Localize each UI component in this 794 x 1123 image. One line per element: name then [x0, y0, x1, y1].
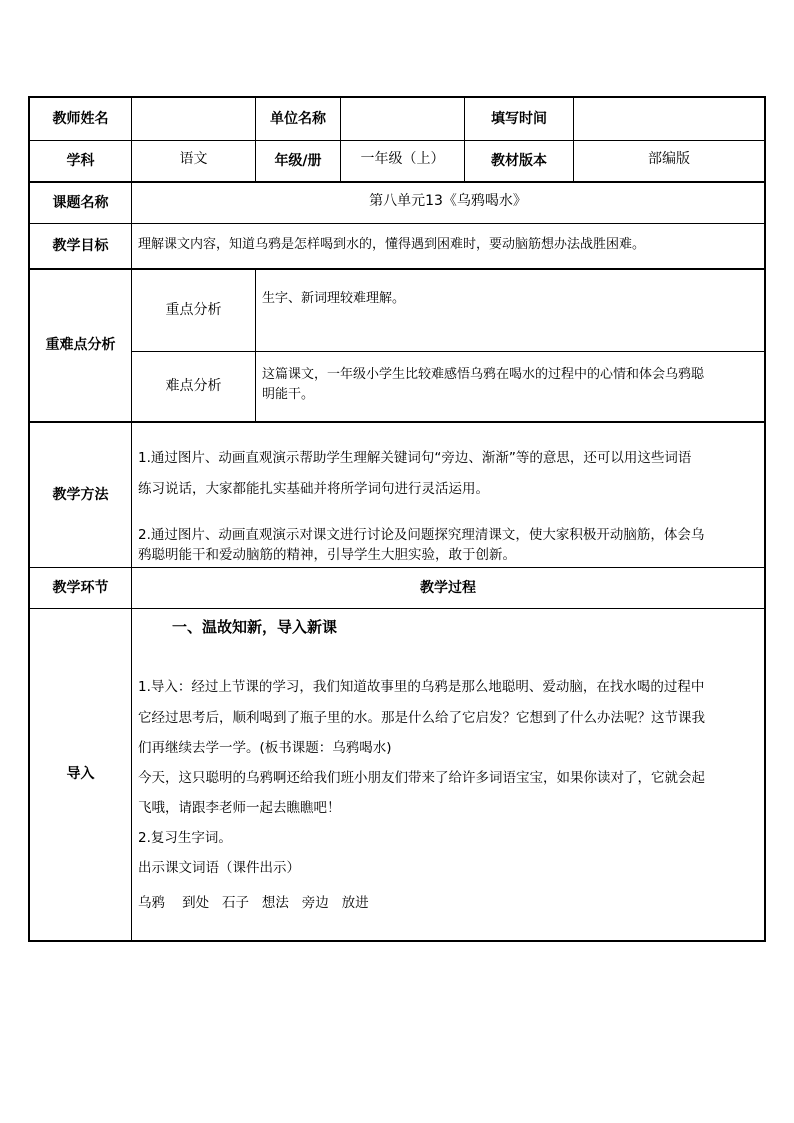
edition-label: 教材版本: [491, 152, 547, 169]
intro-line: 2.复习生字词。: [138, 830, 232, 846]
difficult-analysis-label: 难点分析: [165, 378, 222, 395]
subject-value: 语文: [179, 150, 208, 167]
method-p1-line1: 1.通过图片、动画直观演示帮助学生理解关键词句“旁边、渐渐”等的意思，还可以用这些词语: [138, 450, 692, 466]
grade-value: 一年级（上）: [360, 150, 445, 167]
method-p2-line1: 2.通过图片、动画直观演示对课文进行讨论及问题探究理清课文，使大家积极开动脑筋，体会乌: [138, 527, 705, 543]
intro-stage-label: 导入: [66, 766, 95, 783]
difficult-analysis-line2: 明能干。: [262, 387, 315, 402]
method-p2-line2: 鸦聪明能干和爱动脑筋的精神，引导学生大胆实验，敢于创新。: [138, 547, 516, 563]
intro-heading: 一、温故知新，导入新课: [172, 618, 338, 636]
teaching-process-header: 教学过程: [420, 579, 476, 596]
intro-line: 飞哦，请跟李老师一起去瞧瞧吧！: [138, 800, 341, 816]
teacher-name-value[interactable]: [132, 98, 255, 140]
key-difficult-label: 重难点分析: [45, 337, 116, 354]
grade-label: 年级/册: [274, 152, 322, 169]
intro-line: 出示课文词语（课件出示）: [138, 860, 300, 876]
key-analysis-text: 生字、新词理较难理解。: [262, 291, 406, 306]
lesson-title-label: 课题名称: [52, 194, 109, 211]
unit-label: 单位名称: [270, 110, 326, 127]
subject-label: 学科: [66, 152, 95, 169]
teaching-stage-header: 教学环节: [52, 579, 109, 596]
method-p1-line2: 练习说话，大家都能扎实基础并将所学词句进行灵活运用。: [138, 481, 489, 497]
teaching-goal-text: 理解课文内容，知道乌鸦是怎样喝到水的，懂得遇到困难时，要动脑筋想办法战胜困难。: [138, 237, 646, 252]
edition-value: 部编版: [648, 150, 690, 167]
unit-value[interactable]: [341, 98, 464, 140]
key-analysis-label: 重点分析: [165, 302, 222, 319]
teacher-name-label: 教师姓名: [52, 110, 109, 127]
date-value[interactable]: [574, 98, 764, 140]
lesson-title-value: 第八单元13《乌鸦喝水》: [369, 192, 527, 209]
teaching-method-label: 教学方法: [52, 486, 109, 503]
intro-line: 们再继续去学一学。(板书课题：乌鸦喝水): [138, 740, 392, 756]
intro-line: 今天，这只聪明的乌鸦啊还给我们班小朋友们带来了给许多词语宝宝，如果你读对了，它就会起: [138, 770, 705, 786]
difficult-analysis-line1: 这篇课文，一年级小学生比较难感悟乌鸦在喝水的过程中的心情和体会乌鸦聪: [262, 367, 705, 382]
intro-vocab-line: 乌鸦 到处 石子 想法 旁边 放进: [138, 895, 369, 911]
date-label: 填写时间: [491, 110, 547, 127]
teaching-goal-label: 教学目标: [52, 237, 109, 254]
intro-line: 它经过思考后，顺利喝到了瓶子里的水。那是什么给了它启发？它想到了什么办法呢？这节课我: [138, 710, 705, 726]
lesson-plan-table: [28, 96, 766, 942]
intro-line: 1.导入：经过上节课的学习，我们知道故事里的乌鸦是那么地聪明、爱动脑，在找水喝的过程中: [138, 679, 705, 695]
